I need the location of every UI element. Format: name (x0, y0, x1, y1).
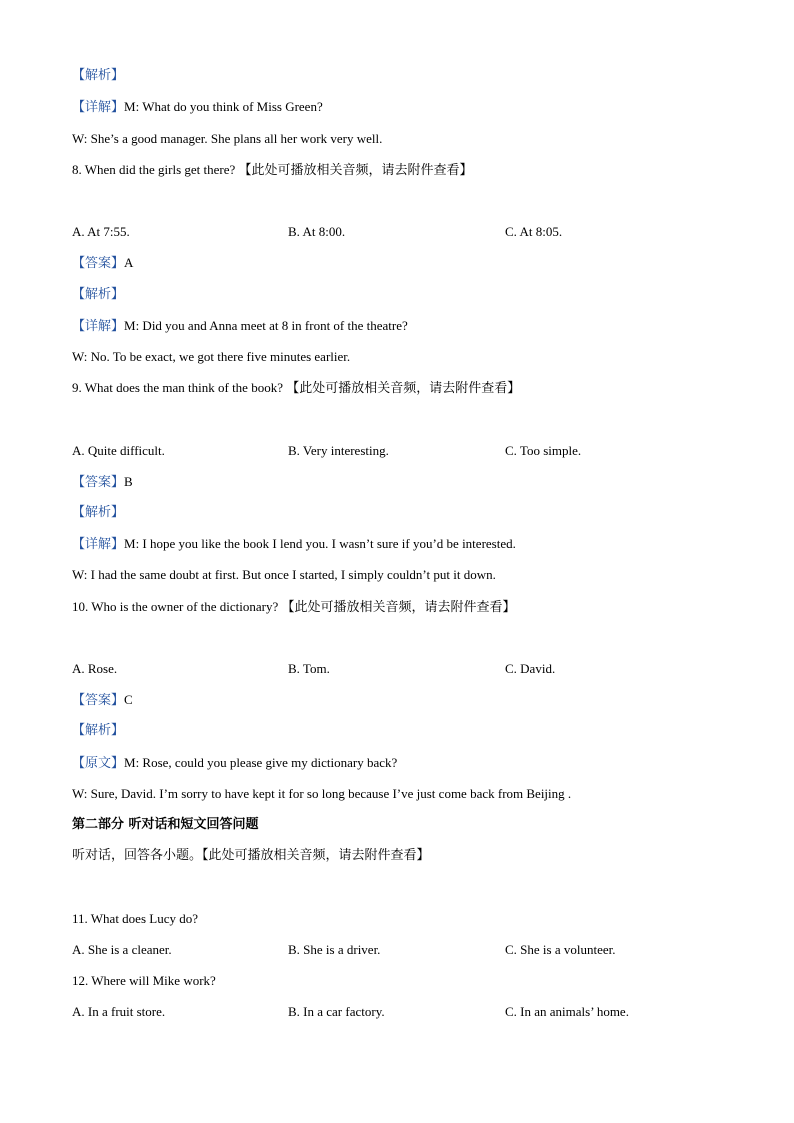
audio-note: 【此处可播放相关音频，请去附件查看】 (281, 600, 516, 615)
detail-label: 【详解】 (72, 319, 125, 334)
original-label: 【原文】 (72, 756, 125, 771)
detail-label: 【详解】 (72, 100, 125, 115)
q9-option-b: B. Very interesting. (288, 443, 389, 458)
original-line (72, 755, 397, 772)
q9-option-c: C. Too simple. (505, 443, 582, 458)
dialog-w-line: W: No. To be exact, we got there five minutes earlier. (72, 349, 351, 364)
question-8-text: 8. When did the girls get there? (72, 162, 236, 177)
original-text: M: Rose, could you please give my dictionary back? (124, 755, 398, 770)
q10-answer-line (72, 692, 133, 709)
question-9-text: 9. What does the man think of the book? (72, 380, 283, 395)
question-10 (72, 599, 516, 616)
question-10-text: 10. Who is the owner of the dictionary? (72, 599, 279, 614)
q10-answer: C (124, 692, 133, 707)
detail-text: M: Did you and Anna meet at 8 in front of the theatre? (124, 318, 408, 333)
q12-option-a: A. In a fruit store. (72, 1004, 166, 1019)
answer-label: 【答案】 (72, 256, 125, 271)
answer-label: 【答案】 (72, 693, 125, 708)
q9-answer-line (72, 474, 133, 491)
q8-answer-line (72, 255, 133, 272)
q9-option-a: A. Quite difficult. (72, 443, 165, 458)
instruction-text: 听对话，回答各小题。 (72, 848, 203, 863)
audio-note: 【此处可播放相关音频，请去附件查看】 (202, 848, 430, 863)
detail-text: M: What do you think of Miss Green? (124, 99, 323, 114)
q8-answer: A (124, 255, 134, 270)
dialog-w-line: W: I had the same doubt at first. But once I started, I simply couldn’t put it down. (72, 567, 496, 582)
analysis-label: 【解析】 (72, 68, 125, 83)
q10-option-c: C. David. (505, 661, 556, 676)
analysis-label: 【解析】 (72, 287, 125, 302)
analysis-label: 【解析】 (72, 505, 125, 520)
q9-answer: B (124, 474, 133, 489)
detail-label: 【详解】 (72, 537, 125, 552)
section-instruction (72, 848, 430, 864)
audio-note: 【此处可播放相关音频，请去附件查看】 (286, 381, 521, 396)
detail-line (72, 318, 408, 335)
q11-option-a: A. She is a cleaner. (72, 942, 172, 957)
question-11: 11. What does Lucy do? (72, 911, 198, 926)
q8-option-c: C. At 8:05. (505, 224, 563, 239)
q11-option-b: B. She is a driver. (288, 942, 381, 957)
q8-option-a: A. At 7:55. (72, 224, 130, 239)
dialog-w-line: W: She’s a good manager. She plans all her work very well. (72, 131, 383, 146)
audio-note: 【此处可播放相关音频，请去附件查看】 (238, 163, 473, 178)
question-12: 12. Where will Mike work? (72, 973, 216, 988)
q10-option-b: B. Tom. (288, 661, 330, 676)
analysis-label: 【解析】 (72, 723, 125, 738)
q11-option-c: C. She is a volunteer. (505, 942, 616, 957)
section-title: 第二部分 听对话和短文回答问题 (72, 817, 259, 832)
question-8 (72, 162, 473, 179)
question-9 (72, 380, 520, 397)
answer-label: 【答案】 (72, 475, 125, 490)
dialog-w-line: W: Sure, David. I’m sorry to have kept it for so long because I’ve just come back from Beijing . (72, 786, 572, 801)
detail-line (72, 99, 323, 116)
q12-option-c: C. In an animals’ home. (505, 1004, 629, 1019)
detail-text: M: I hope you like the book I lend you. I wasn’t sure if you’d be interested. (124, 536, 516, 551)
q10-option-a: A. Rose. (72, 661, 118, 676)
detail-line (72, 536, 516, 553)
q8-option-b: B. At 8:00. (288, 224, 346, 239)
q12-option-b: B. In a car factory. (288, 1004, 385, 1019)
